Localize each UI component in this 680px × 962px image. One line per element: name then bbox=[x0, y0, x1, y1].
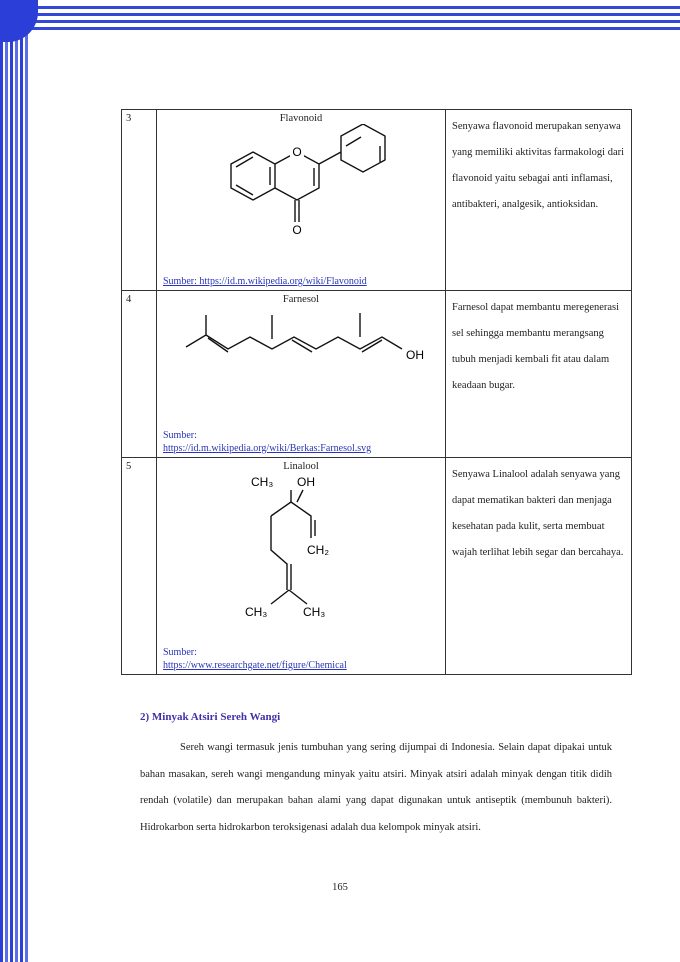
body-paragraph bbox=[140, 735, 612, 841]
methyl-label: CH₃ bbox=[303, 605, 326, 619]
row-number: 4 bbox=[122, 291, 157, 458]
compound-description: Senyawa Linalool adalah senyawa yang dapat mematikan bakteri dan menjaga kesehatan pada kulit, serta membuat wajah terlihat lebih segar dan bercahaya. bbox=[446, 458, 632, 675]
compound-name: Farnesol bbox=[282, 294, 320, 305]
source-label: Sumber: bbox=[163, 430, 197, 441]
compound-cell bbox=[157, 458, 446, 675]
source-link[interactable]: https://id.m.wikipedia.org/wiki/Berkas:Farnesol.svg bbox=[163, 443, 372, 454]
hydroxyl-label: OH bbox=[297, 475, 315, 489]
flavonoid-structure bbox=[201, 124, 401, 244]
compound-name: Linalool bbox=[283, 461, 319, 472]
compound-cell bbox=[157, 110, 446, 291]
top-decorative-border bbox=[0, 0, 680, 40]
compound-cell bbox=[157, 291, 446, 458]
source-link[interactable]: Sumber: https://id.m.wikipedia.org/wiki/Flavonoid bbox=[163, 276, 367, 287]
compound-table bbox=[121, 109, 632, 675]
source-block bbox=[157, 429, 377, 455]
compound-description: Senyawa flavonoid merupakan senyawa yang memiliki aktivitas farmakologi dari flavonoid yaitu sebagai anti inflamasi, antibakteri, analgesik, antioksidan. bbox=[446, 110, 632, 291]
left-decorative-border bbox=[0, 0, 28, 962]
row-number: 3 bbox=[122, 110, 157, 291]
farnesol-structure bbox=[176, 305, 426, 375]
table-row bbox=[122, 291, 632, 458]
section-heading: 2) Minyak Atsiri Sereh Wangi bbox=[140, 711, 281, 723]
page-number: 165 bbox=[332, 882, 348, 893]
row-number: 5 bbox=[122, 458, 157, 675]
table-row bbox=[122, 458, 632, 675]
compound-description: Farnesol dapat membantu meregenerasi sel sehingga membantu merangsang tubuh menjadi kembali fit atau dalam keadaan bugar. bbox=[446, 291, 632, 458]
methyl-label: CH₃ bbox=[245, 605, 268, 619]
linalool-structure bbox=[231, 472, 371, 622]
compound-name: Flavonoid bbox=[279, 113, 323, 124]
paragraph-text: Sereh wangi termasuk jenis tumbuhan yang sering dijumpai di Indonesia. Selain dapat dipakai untuk bahan masakan, sereh wangi mengandung minyak yaitu atsiri. Minyak atsiri adalah minyak dengan titik didih rendah (volatile) dan merupakan bahan alami yang dapat digunakan untuk antiseptik (membunuh bakteri). Hidrokarbon serta hidrokarbon teroksigenasi adalah dua kelompok minyak atsiri. bbox=[140, 742, 612, 833]
table-row bbox=[122, 110, 632, 291]
methylene-label: CH₂ bbox=[307, 543, 329, 557]
source-block bbox=[157, 646, 353, 672]
keto-oxygen-label: O bbox=[292, 223, 302, 237]
methyl-label: CH₃ bbox=[251, 475, 274, 489]
source-link[interactable]: https://www.researchgate.net/figure/Chemical bbox=[163, 660, 347, 671]
source-label: Sumber: bbox=[163, 647, 197, 658]
hydroxyl-label: OH bbox=[406, 348, 424, 362]
ring-oxygen-label: O bbox=[292, 145, 302, 159]
